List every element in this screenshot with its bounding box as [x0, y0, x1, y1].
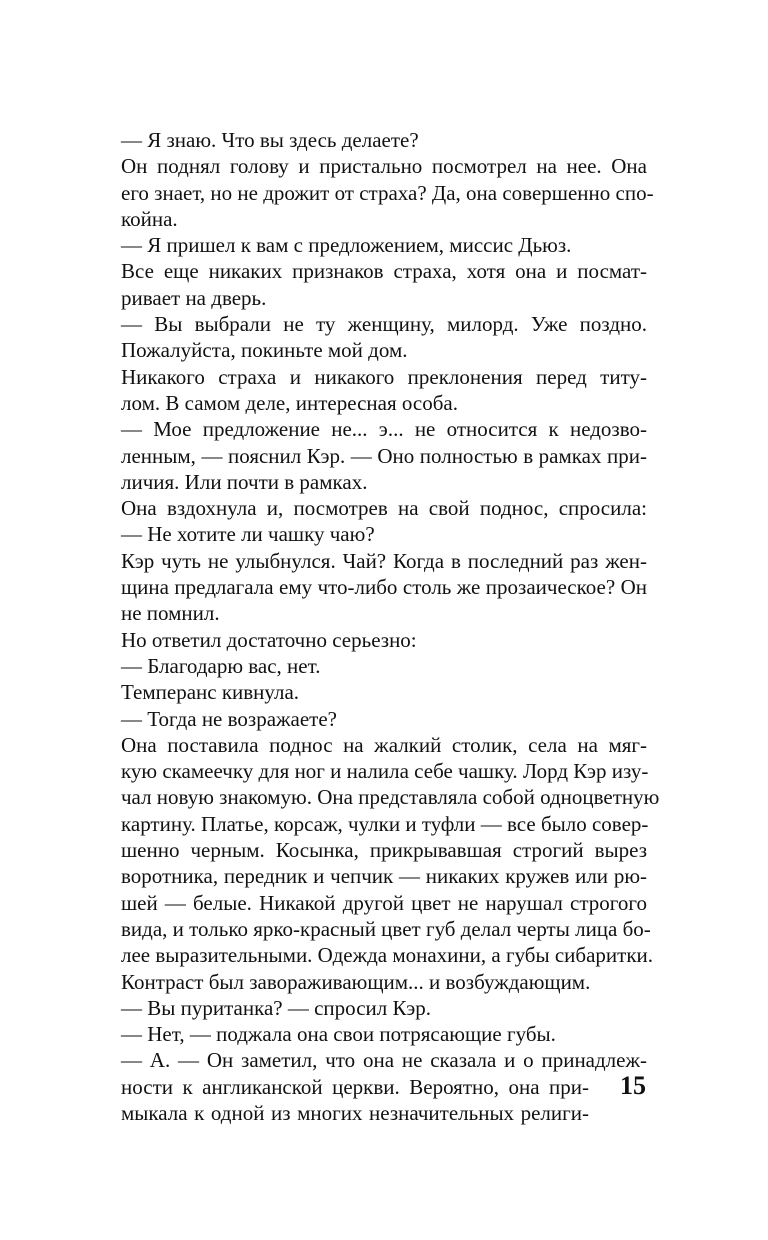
- text-line: койна.: [121, 206, 178, 231]
- paragraph-first-line: Он поднял голову и пристально посмотрел на нее. Она: [121, 154, 647, 179]
- paragraph-first-line: — Благодарю вас, нет.: [121, 653, 321, 678]
- text-line: картину. Платье, корсаж, чулки и туфли — все было совер-: [121, 811, 649, 836]
- paragraph-first-line: Но ответил достаточно серьезно:: [121, 627, 417, 652]
- text-line: мыкала к одной из многих незначительных религи-: [121, 1100, 589, 1125]
- paragraph-first-line: — Мое предложение не... э... не относится к недозво-: [121, 417, 647, 442]
- text-line: его знает, но не дрожит от страха? Да, она совершенно спо-: [121, 180, 654, 205]
- text-line: шенно черным. Косынка, прикрывавшая строгий вырез: [121, 838, 647, 863]
- text-line: вида, и только ярко-красный цвет губ делал черты лица бо-: [121, 916, 651, 941]
- text-line: лом. В самом деле, интересная особа.: [121, 390, 458, 415]
- text-line: ленным, — пояснил Кэр. — Оно полностью в рамках при-: [121, 443, 647, 468]
- paragraph-first-line: — Я пришел к вам с предложением, миссис Дьюз.: [121, 233, 572, 258]
- paragraph-first-line: Она вздохнула и, посмотрев на свой поднос, спросила:: [121, 496, 647, 521]
- page-body: [121, 127, 660, 1126]
- paragraph-first-line: — Тогда не возражаете?: [121, 706, 337, 731]
- paragraph-first-line: — Нет, — поджала она свои потрясающие губы.: [121, 1022, 556, 1047]
- paragraph-first-line: — Не хотите ли чашку чаю?: [121, 522, 375, 547]
- text-line: кую скамеечку для ног и налила себе чашку. Лорд Кэр изу-: [121, 759, 649, 784]
- paragraph-first-line: Никакого страха и никакого преклонения перед титу-: [121, 364, 647, 389]
- text-line: не помнил.: [121, 601, 220, 626]
- paragraph-first-line: Все еще никаких признаков страха, хотя она и посмат-: [121, 259, 647, 284]
- text-line: шей — белые. Никакой другой цвет не нарушал строгого: [121, 890, 647, 915]
- paragraph-first-line: — А. — Он заметил, что она не сказала и о принадлеж-: [121, 1048, 647, 1073]
- text-line: ности к англиканской церкви. Вероятно, она при-: [121, 1074, 589, 1099]
- paragraph-first-line: Она поставила поднос на жалкий столик, села на мяг-: [121, 732, 647, 757]
- text-line: чал новую знакомую. Она представляла собой одноцветную: [121, 785, 660, 810]
- text-line: лее выразительными. Одежда монахини, а губы сибаритки.: [121, 943, 654, 968]
- paragraph-first-line: Контраст был завораживающим... и возбуждающим.: [121, 969, 591, 994]
- paragraph-first-line: — Я знаю. Что вы здесь делаете?: [121, 128, 419, 152]
- paragraph-first-line: Кэр чуть не улыбнулся. Чай? Когда в последний раз жен-: [121, 548, 647, 573]
- paragraph-first-line: — Вы пуританка? — спросил Кэр.: [121, 995, 431, 1020]
- page-number: 15: [620, 1071, 646, 1100]
- text-line: воротника, передник и чепчик — никаких кружев или рю-: [121, 864, 647, 889]
- text-line: личия. Или почти в рамках.: [121, 469, 368, 494]
- paragraph-first-line: Темперанс кивнула.: [121, 680, 300, 705]
- paragraph-first-line: — Вы выбрали не ту женщину, милорд. Уже поздно.: [121, 312, 647, 337]
- text-line: Пожалуйста, покиньте мой дом.: [121, 338, 408, 363]
- text-line: щина предлагала ему что-либо столь же прозаическое? Он: [121, 575, 647, 600]
- text-line: ривает на дверь.: [121, 285, 267, 310]
